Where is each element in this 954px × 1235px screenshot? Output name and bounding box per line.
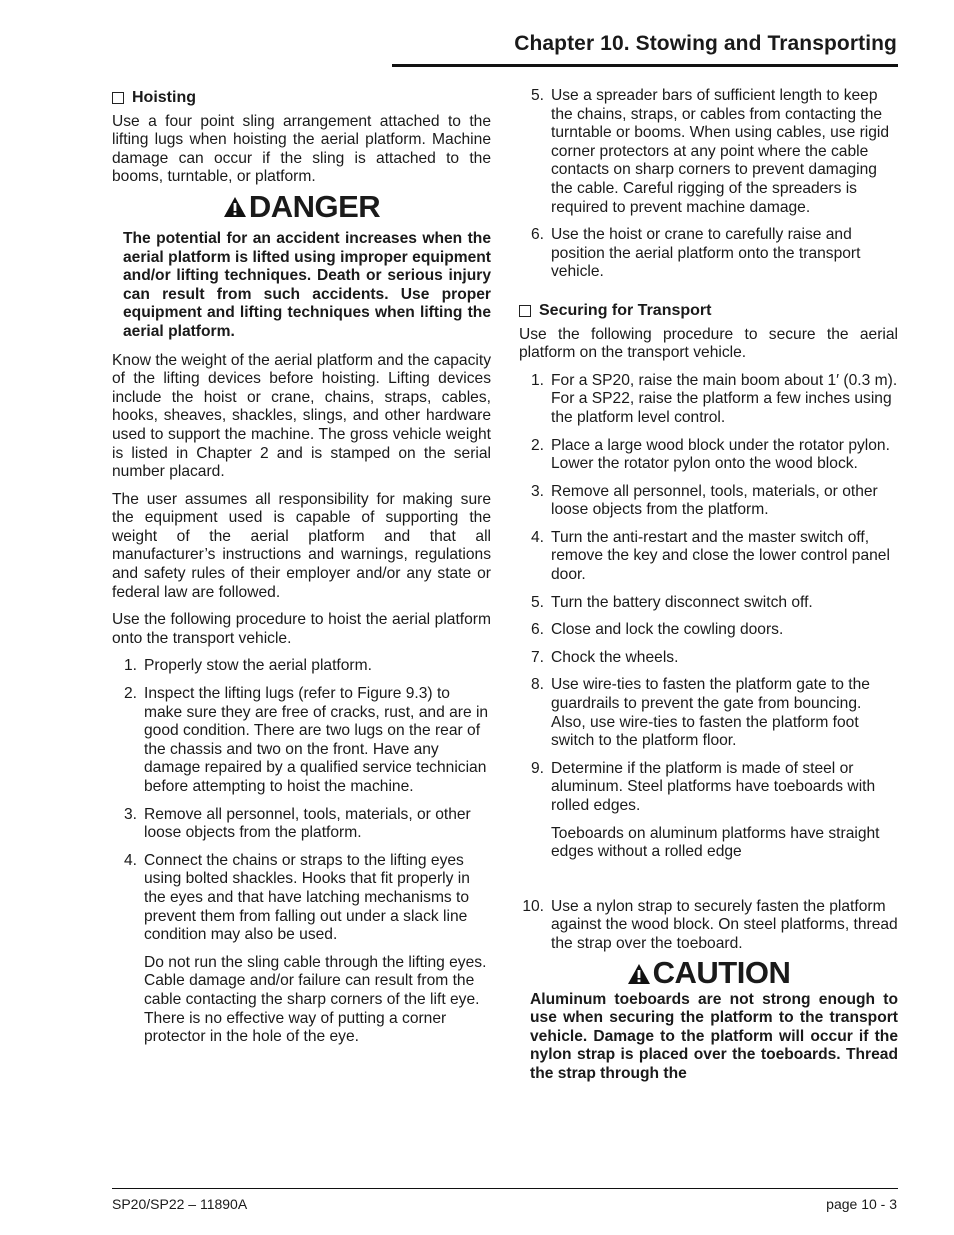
step-number: 2. [123, 685, 137, 703]
caution-title [519, 955, 898, 991]
list-item [519, 621, 898, 640]
footer-document-id: SP20/SP22 – 11890A [112, 1196, 248, 1212]
checkbox-icon [112, 92, 124, 104]
list-item [519, 437, 898, 474]
hoisting-heading [112, 89, 491, 108]
securing-heading-text: Securing for Transport [539, 301, 712, 319]
step-text: Place a large wood block under the rotator pylon. Lower the rotator pylon onto the wood block. [551, 436, 890, 473]
hoisting-steps-continued [519, 87, 898, 282]
step-number: 6. [530, 621, 544, 639]
list-item [519, 87, 898, 217]
danger-text: The potential for an accident increases when the aerial platform is lifted using improper equipment and/or lifting techniques. Death or serious injury can result from such accidents. Use proper equipment and lifting techniques when lifting the aerial platform. [123, 229, 491, 340]
warning-triangle-icon [627, 963, 651, 985]
step-number: 8. [530, 676, 544, 694]
hoisting-heading-text: Hoisting [132, 89, 196, 106]
step-text: Connect the chains or straps to the lifting eyes using bolted shackles. Hooks that fit properly in the eyes and that have latching mechanisms to prevent them from falling out under a slack line condition may also be used. [144, 851, 470, 944]
step-number: 6. [530, 226, 544, 244]
step-note: Do not run the sling cable through the lifting eyes. Cable damage and/or failure can result from the cable contacting the sharp corners of the lift eye. There is no effective way of putting a corner protector in the hole of the eye. [144, 953, 487, 1046]
paragraph: Use the following procedure to hoist the aerial platform onto the transport vehicle. [112, 611, 491, 647]
step-text: Use a spreader bars of sufficient length to keep the chains, straps, or cables from contacting the turntable or booms. When using cables, use rigid corner protectors at any point where the cable contacts on sharp corners to prevent damaging the cable. Careful rigging of the spreaders is required to prevent machine damage. [551, 87, 890, 216]
step-text: Properly stow the aerial platform. [144, 657, 372, 675]
caution-title-text: CAUTION [652, 955, 791, 991]
step-text: Remove all personnel, tools, materials, or other loose objects from the platform. [551, 482, 878, 519]
list-item [519, 226, 898, 282]
paragraph: The user assumes all responsibility for making sure the equipment used is capable of supporting the weight of the aerial platform and that all manufacturer’s instructions and warnings, regulations and safety rules of their employer and/or any state or federal law are followed. [112, 490, 491, 601]
step-text: Chock the wheels. [551, 648, 679, 666]
hoisting-steps [112, 657, 491, 1046]
list-item [112, 657, 491, 676]
step-text: Use a nylon strap to securely fasten the platform against the wood block. On steel platforms, thread the strap over the toeboard. [551, 897, 898, 952]
step-number: 10. [522, 897, 544, 915]
left-column [112, 89, 491, 1056]
step-text: Use wire-ties to fasten the platform gate to the guardrails to prevent the gate from bouncing. Also, use wire-ties to fasten the platform foot switch to the platform floor. [551, 676, 870, 750]
step-text: Turn the battery disconnect switch off. [551, 593, 813, 611]
step-number: 9. [530, 759, 544, 777]
step-text: For a SP20, raise the main boom about 1′ (0.3 m). For a SP22, raise the platform a few inches using the platform level control. [551, 371, 898, 426]
step-number: 5. [530, 593, 544, 611]
danger-title-text: DANGER [248, 188, 381, 224]
list-item [519, 529, 898, 585]
step-text: Close and lock the cowling doors. [551, 621, 784, 639]
step-note: Toeboards on aluminum platforms have straight edges without a rolled edge [551, 824, 880, 861]
right-column [519, 87, 898, 1094]
list-item [519, 649, 898, 668]
checkbox-icon [519, 305, 531, 317]
list-item [112, 685, 491, 797]
footer-page-number: page 10 - 3 [826, 1196, 897, 1212]
list-item [112, 852, 491, 1047]
step-text: Use the hoist or crane to carefully raise and position the aerial platform onto the transport vehicle. [551, 226, 861, 281]
list-item [519, 760, 898, 862]
list-item [519, 372, 898, 428]
step-number: 4. [123, 851, 137, 869]
header-rule [392, 64, 898, 67]
step-number: 1. [123, 657, 137, 675]
step-number: 4. [530, 528, 544, 546]
step-number: 3. [123, 805, 137, 823]
step-number: 3. [530, 482, 544, 500]
warning-triangle-icon [223, 196, 247, 218]
list-item [519, 898, 898, 954]
list-item [112, 806, 491, 843]
step-text: Determine if the platform is made of steel or aluminum. Steel platforms have toeboards with rolled edges. [551, 759, 876, 814]
list-item [519, 594, 898, 613]
step-text: Remove all personnel, tools, materials, or other loose objects from the platform. [144, 805, 471, 842]
list-item [519, 676, 898, 750]
step-number: 2. [530, 436, 544, 454]
step-text: Turn the anti-restart and the master switch off, remove the key and close the lower control panel door. [551, 528, 890, 584]
step-number: 1. [530, 371, 544, 389]
securing-steps [519, 372, 898, 954]
securing-intro: Use the following procedure to secure the aerial platform on the transport vehicle. [519, 325, 898, 362]
footer-rule [112, 1188, 898, 1189]
chapter-title: Chapter 10. Stowing and Transporting [514, 32, 897, 55]
hoisting-intro: Use a four point sling arrangement attached to the lifting lugs when hoisting the aerial platform. Machine damage can occur if the sling is attached to the booms, turntable, or platform. [112, 112, 491, 186]
danger-title [112, 188, 491, 224]
securing-heading [519, 302, 898, 321]
paragraph: Know the weight of the aerial platform and the capacity of the lifting devices before hoisting. Lifting devices include the hoist or crane, chains, straps, cables, hooks, sheaves, shackles, slings, and other hardware used to support the machine. The gross vehicle weight is listed in Chapter 2 and is stamped on the serial number placard. [112, 351, 491, 481]
list-item [519, 483, 898, 520]
step-text: Inspect the lifting lugs (refer to Figure 9.3) to make sure they are free of cracks, rust, and are in good condition. There are two lugs on the rear of the chassis and two on the front. Have any damage repaired by a qualified service technician before attempting to hoist the machine. [144, 685, 489, 795]
caution-text: Aluminum toeboards are not strong enough to use when securing the platform to the transport vehicle. Damage to the platform will occur if the nylon strap is placed over the toeboards. Thread the strap through the [530, 990, 898, 1082]
step-number: 7. [530, 648, 544, 666]
step-number: 5. [530, 87, 544, 104]
